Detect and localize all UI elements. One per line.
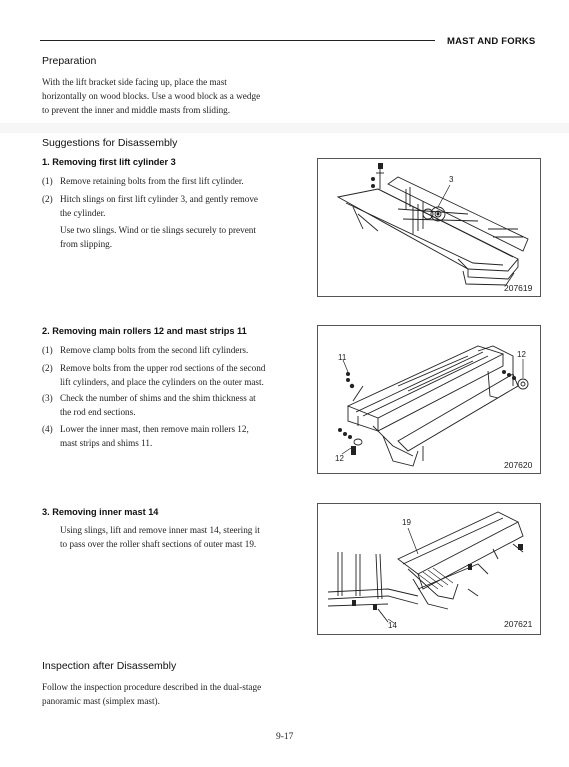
item-text [60,192,258,220]
item-number: (2) [42,194,53,204]
header-rule [40,40,435,41]
step3-line: to pass over the roller shaft sections of outer mast 19. [60,539,257,549]
item-line: mast strips and shims 11. [60,438,153,448]
callout-label: 19 [402,518,411,527]
preparation-heading: Preparation [42,55,97,67]
step2-item [42,343,312,359]
preparation-line: horizontally on wood blocks. Use a wood block as a wedge [42,91,261,101]
figure-number: 207619 [504,283,533,293]
step1-item [42,192,312,222]
item-line: Check the number of shims and the shim thickness at [60,393,256,403]
callout-label: 14 [388,621,397,630]
section-title: MAST AND FORKS [447,36,536,47]
inspection-line: Follow the inspection procedure described in the dual-stage [42,682,262,692]
preparation-text [42,75,260,117]
item-line: Hitch slings on first lift cylinder 3, and gently remove [60,194,259,204]
step3-text [60,523,260,551]
item-line: Remove bolts from the upper rod sections of the second [60,363,266,373]
inspection-line: panoramic mast (simplex mast). [42,696,160,706]
figure-main-rollers [317,325,541,474]
disassembly-heading: Suggestions for Disassembly [42,137,178,149]
step1-item [42,174,312,190]
step1-note [60,223,256,251]
item-number: (1) [42,176,53,186]
inspection-text [42,680,261,708]
item-text [60,391,256,419]
preparation-line: to prevent the inner and middle masts from sliding. [42,105,231,115]
section-separator [0,123,569,133]
item-line: the rod end sections. [60,407,136,417]
preparation-line: With the lift bracket side facing up, place the mast [42,77,227,87]
item-number: (4) [42,424,53,434]
item-text: Remove clamp bolts from the second lift cylinders. [60,345,249,355]
step2-item [42,361,312,391]
page-number: 9-17 [276,732,294,742]
note-line: from slipping. [60,239,113,249]
item-text [60,422,249,450]
callout-label: 11 [338,353,347,362]
step2-title: 2. Removing main rollers 12 and mast strips 11 [42,326,247,336]
step3-line: Using slings, lift and remove inner mast 14, steering it [60,525,260,535]
inner-mast-illustration [318,504,540,634]
item-number: (1) [42,345,53,355]
item-number: (3) [42,393,53,403]
item-number: (2) [42,363,53,373]
item-text [60,361,265,389]
callout-label: 3 [449,175,454,184]
callout-label: 12 [335,454,344,463]
item-line: lift cylinders, and place the cylinders on the outer mast. [60,377,264,387]
figure-lift-cylinder [317,158,541,297]
step2-item [42,391,312,421]
figure-inner-mast [317,503,541,635]
item-text: Remove retaining bolts from the first lift cylinder. [60,176,244,186]
step2-item [42,422,312,452]
item-line: the cylinder. [60,208,106,218]
inspection-heading: Inspection after Disassembly [42,660,177,672]
step3-title: 3. Removing inner mast 14 [42,507,159,517]
lift-cylinder-illustration [318,159,540,296]
item-line: Lower the inner mast, then remove main rollers 12, [60,424,249,434]
figure-number: 207620 [504,460,533,470]
callout-label: 12 [517,350,526,359]
note-line: Use two slings. Wind or tie slings securely to prevent [60,225,256,235]
main-rollers-illustration [318,326,540,473]
step1-title: 1. Removing first lift cylinder 3 [42,157,176,167]
figure-number: 207621 [504,619,533,629]
